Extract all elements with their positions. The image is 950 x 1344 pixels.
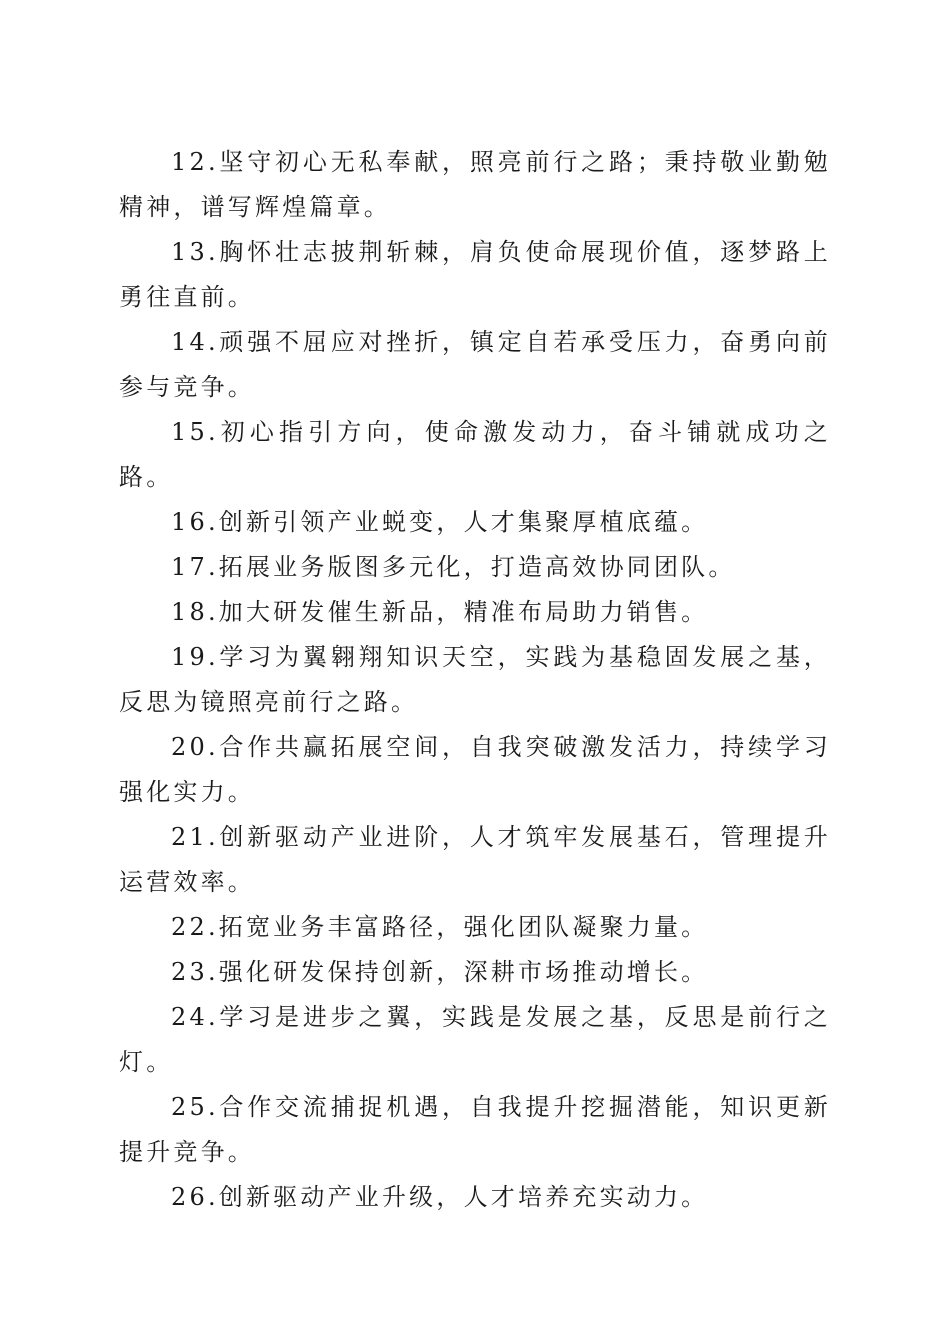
paragraph-15: 15.初心指引方向，使命激发动力，奋斗铺就成功之路。 xyxy=(119,418,831,491)
document-body xyxy=(119,140,831,1220)
paragraph-23: 23.强化研发保持创新，深耕市场推动增长。 xyxy=(171,958,709,986)
paragraph-21: 21.创新驱动产业进阶，人才筑牢发展基石，管理提升运营效率。 xyxy=(119,823,831,896)
paragraph-16: 16.创新引领产业蜕变，人才集聚厚植底蕴。 xyxy=(171,508,709,536)
paragraph-17: 17.拓展业务版图多元化，打造高效协同团队。 xyxy=(171,553,736,581)
paragraph-13: 13.胸怀壮志披荆斩棘，肩负使命展现价值，逐梦路上勇往直前。 xyxy=(119,238,831,311)
paragraph-14: 14.顽强不屈应对挫折，镇定自若承受压力，奋勇向前参与竞争。 xyxy=(119,328,831,401)
paragraph-22: 22.拓宽业务丰富路径，强化团队凝聚力量。 xyxy=(171,913,709,941)
paragraph-12: 12.坚守初心无私奉献，照亮前行之路；秉持敬业勤勉精神，谱写辉煌篇章。 xyxy=(119,148,831,221)
paragraph-25: 25.合作交流捕捉机遇，自我提升挖掘潜能，知识更新提升竞争。 xyxy=(119,1093,831,1166)
paragraph-19: 19.学习为翼翱翔知识天空，实践为基稳固发展之基，反思为镜照亮前行之路。 xyxy=(119,643,831,716)
paragraph-26: 26.创新驱动产业升级，人才培养充实动力。 xyxy=(171,1183,709,1211)
paragraph-20: 20.合作共赢拓展空间，自我突破激发活力，持续学习强化实力。 xyxy=(119,733,831,806)
paragraph-18: 18.加大研发催生新品，精准布局助力销售。 xyxy=(171,598,709,626)
paragraph-24: 24.学习是进步之翼，实践是发展之基，反思是前行之灯。 xyxy=(119,1003,831,1076)
